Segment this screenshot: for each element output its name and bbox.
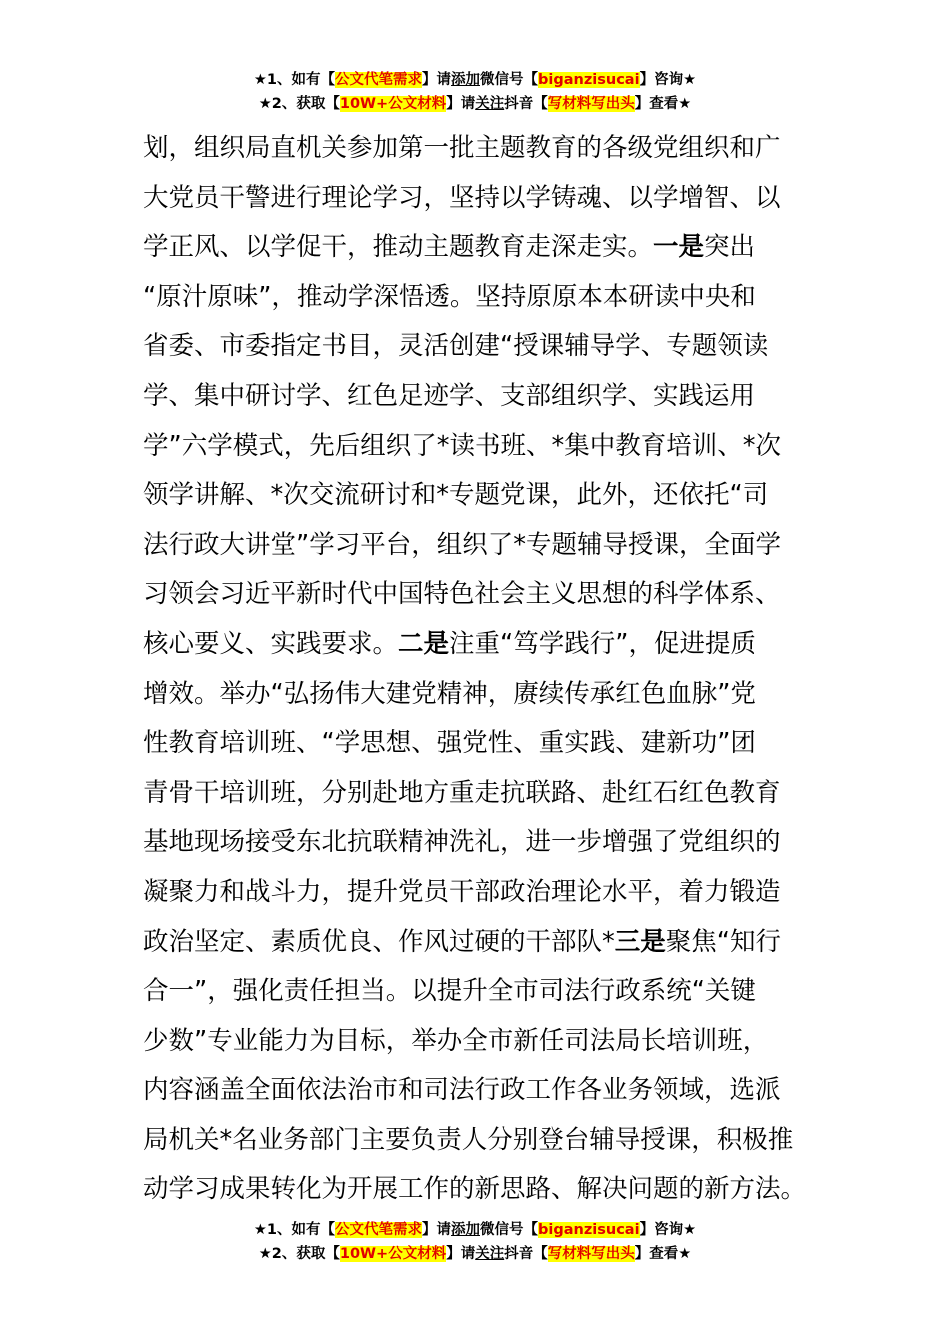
materials-highlight: 10W+公文材料 [339, 96, 447, 112]
point-one-marker: 一是 [653, 232, 705, 263]
text-line: 学”六学模式，先后组织了*读书班、*集中教育培训、*次 [143, 430, 781, 461]
ad-line-1: ★1、如有【公文代笔需求】请添加微信号【biganzisucai】咨询★ [253, 1222, 697, 1238]
text-line: 少数”专业能力为目标，举办全市新任司法局长培训班， [143, 1025, 769, 1056]
point-two-marker: 二是 [398, 628, 450, 659]
text-line: 省委、市委指定书目，灵活创建“授课辅导学、专题领读 [143, 331, 769, 362]
wechat-id-highlight: biganzisucai [538, 1222, 640, 1238]
text-line: 增效。举办“弘扬伟大建党精神，赓续传承红色血脉”党 [143, 678, 756, 709]
text-line: 凝聚力和战斗力，提升党员干部政治理论水平，着力锻造 [143, 876, 781, 907]
materials-highlight: 10W+公文材料 [339, 1246, 447, 1262]
text-line: 大党员干警进行理论学习，坚持以学铸魂、以学增智、以 [143, 182, 781, 213]
document-body [143, 124, 807, 1215]
text-line: 划，组织局直机关参加第一批主题教育的各级党组织和广 [143, 133, 781, 163]
text-line: 内容涵盖全面依法治市和司法行政工作各业务领域，选派 [143, 1075, 781, 1106]
ad-line-1: ★1、如有【公文代笔需求】请添加微信号【biganzisucai】咨询★ [253, 72, 697, 88]
wechat-id-highlight: biganzisucai [538, 72, 640, 88]
service-highlight: 公文代笔需求 [335, 1222, 423, 1238]
ad-line-2: ★2、获取【10W+公文材料】请关注抖音【写材料写出头】查看★ [258, 96, 692, 112]
text-line: 基地现场接受东北抗联精神洗礼，进一步增强了党组织的 [143, 827, 781, 858]
text-line: 学正风、以学促干，推动主题教育走深走实。一是突出 [143, 232, 756, 263]
text-line: 政治坚定、素质优良、作风过硬的干部队*三是聚焦“知行 [143, 926, 781, 957]
text-line: 局机关*名业务部门主要负责人分别登台辅导授课，积极推 [143, 1124, 794, 1155]
ad-line-2: ★2、获取【10W+公文材料】请关注抖音【写材料写出头】查看★ [258, 1246, 692, 1262]
text-line: 习领会习近平新时代中国特色社会主义思想的科学体系、 [143, 579, 781, 610]
text-line: 动学习成果转化为开展工作的新思路、解决问题的新方法。 [143, 1174, 807, 1205]
text-line: 性教育培训班、“学思想、强党性、重实践、建新功”团 [143, 728, 756, 759]
text-line: 领学讲解、*次交流研讨和*专题党课，此外，还依托“司 [143, 480, 769, 511]
douyin-id-highlight: 写材料写出头 [547, 96, 635, 112]
service-highlight: 公文代笔需求 [335, 72, 423, 88]
point-three-marker: 三是 [614, 926, 666, 957]
douyin-id-highlight: 写材料写出头 [547, 1246, 635, 1262]
header-ad-banner [0, 68, 950, 116]
text-line: 青骨干培训班，分别赴地方重走抗联路、赴红石红色教育 [143, 777, 781, 808]
text-line: “原汁原味”，推动学深悟透。坚持原原本本研读中央和 [143, 281, 756, 312]
text-line: 核心要义、实践要求。二是注重“笃学践行”，促进提质 [143, 628, 756, 659]
text-line: 学、集中研讨学、红色足迹学、支部组织学、实践运用 [143, 380, 756, 411]
text-line: 法行政大讲堂”学习平台，组织了*专题辅导授课，全面学 [143, 529, 781, 560]
text-line: 合一”，强化责任担当。以提升全市司法行政系统“关键 [143, 976, 756, 1007]
footer-ad-banner [0, 1218, 950, 1266]
